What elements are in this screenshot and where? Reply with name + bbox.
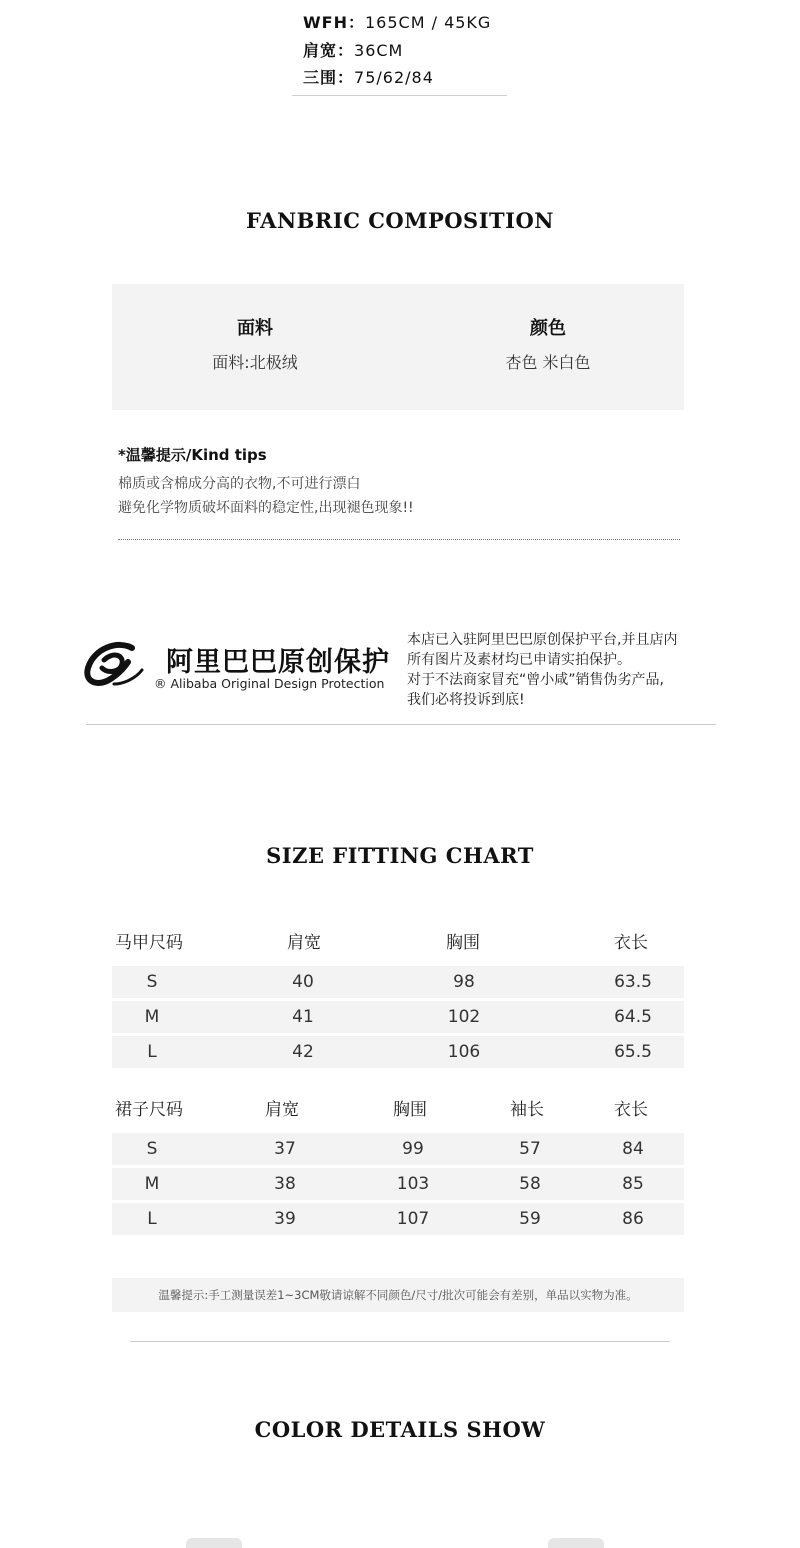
fabric-info-panel <box>112 284 684 410</box>
skirt-cell-length: 85 <box>622 1174 644 1194</box>
skirt-cell-sleeve: 57 <box>519 1139 541 1159</box>
vest-cell-shoulder: 41 <box>292 1007 314 1027</box>
vest-cell-bust: 106 <box>447 1042 481 1062</box>
alibaba-brand-cn: 阿里巴巴原创保护 <box>166 647 390 678</box>
skirt-cell-length: 84 <box>622 1139 644 1159</box>
vest-header-size: 马甲尺码 <box>115 933 183 953</box>
skirt-cell-shoulder: 39 <box>274 1209 296 1229</box>
model-info-measurements <box>303 65 434 88</box>
protection-notice-line: 所有图片及素材均已申请实拍保护。 <box>407 652 631 668</box>
fabric-section-title: FANBRIC COMPOSITION <box>246 208 554 233</box>
fabric-material-column <box>112 314 398 373</box>
tips-line: 棉质或含棉成分高的衣物,不可进行漂白 <box>118 476 361 492</box>
fabric-material-value: 面料:北极绒 <box>212 353 298 372</box>
vest-header-length: 衣长 <box>614 933 648 953</box>
skirt-header-shoulder: 肩宽 <box>265 1100 299 1120</box>
vest-cell-length: 64.5 <box>614 1007 652 1027</box>
protection-notice-line: 本店已入驻阿里巴巴原创保护平台,并且店内 <box>407 632 678 648</box>
skirt-cell-shoulder: 38 <box>274 1174 296 1194</box>
skirt-cell-length: 86 <box>622 1209 644 1229</box>
protection-notice-line: 对于不法商家冒充“曾小咸”销售伪劣产品, <box>407 672 664 688</box>
skirt-cell-bust: 103 <box>396 1174 430 1194</box>
model-info-shoulder <box>303 38 403 61</box>
model-info-key: 肩宽： <box>303 41 355 60</box>
model-info-value: 36CM <box>354 41 404 60</box>
skirt-cell-bust: 99 <box>402 1139 424 1159</box>
product-image-peek <box>186 1538 242 1548</box>
skirt-cell-size: S <box>146 1139 158 1159</box>
measurement-note: 温馨提示:手工测量误差1~3CM敬请谅解不同颜色/尺寸/批次可能会有差别，单品以实物为准。 <box>158 1288 638 1302</box>
color-details-title: COLOR DETAILS SHOW <box>254 1417 546 1442</box>
protection-notice-line: 我们必将投诉到底! <box>407 692 525 708</box>
model-info-key: WFH： <box>303 13 365 32</box>
product-image-peek <box>548 1538 604 1548</box>
skirt-header-length: 衣长 <box>614 1100 648 1120</box>
dotted-divider <box>118 539 680 540</box>
skirt-header-size: 裙子尺码 <box>115 1100 183 1120</box>
tips-title: *温馨提示/Kind tips <box>118 446 267 464</box>
vest-header-bust: 胸围 <box>446 933 480 953</box>
vest-cell-bust: 98 <box>453 972 475 992</box>
model-info-wfh <box>303 10 491 33</box>
fabric-color-column <box>405 314 691 373</box>
size-chart-title: SIZE FITTING CHART <box>266 843 534 868</box>
skirt-cell-sleeve: 58 <box>519 1174 541 1194</box>
vest-cell-shoulder: 40 <box>292 972 314 992</box>
fabric-material-label: 面料 <box>237 318 273 339</box>
skirt-cell-sleeve: 59 <box>519 1209 541 1229</box>
registered-icon: ® <box>154 676 167 691</box>
divider <box>130 1341 670 1342</box>
skirt-cell-shoulder: 37 <box>274 1139 296 1159</box>
alibaba-brand-en <box>154 676 384 691</box>
vest-cell-length: 65.5 <box>614 1042 652 1062</box>
model-info-value: 165CM / 45KG <box>364 13 492 32</box>
vest-cell-size: M <box>144 1007 160 1027</box>
skirt-header-sleeve: 袖长 <box>510 1100 544 1120</box>
vest-cell-size: L <box>147 1042 157 1062</box>
divider <box>292 95 507 96</box>
skirt-header-bust: 胸围 <box>393 1100 427 1120</box>
vest-header-shoulder: 肩宽 <box>287 933 321 953</box>
alibaba-brand-en-text: Alibaba Original Design Protection <box>170 676 385 691</box>
tips-line: 避免化学物质破坏面料的稳定性,出现褪色现象!! <box>118 500 414 516</box>
alibaba-logo-icon <box>84 638 144 690</box>
divider <box>86 724 716 725</box>
vest-cell-size: S <box>146 972 158 992</box>
skirt-cell-bust: 107 <box>396 1209 430 1229</box>
vest-cell-length: 63.5 <box>614 972 652 992</box>
fabric-color-label: 颜色 <box>530 318 566 339</box>
skirt-cell-size: L <box>147 1209 157 1229</box>
vest-cell-shoulder: 42 <box>292 1042 314 1062</box>
fabric-color-value: 杏色 米白色 <box>505 353 591 372</box>
skirt-cell-size: M <box>144 1174 160 1194</box>
vest-cell-bust: 102 <box>447 1007 481 1027</box>
model-info-value: 75/62/84 <box>354 68 434 87</box>
model-info-key: 三围： <box>303 68 355 87</box>
